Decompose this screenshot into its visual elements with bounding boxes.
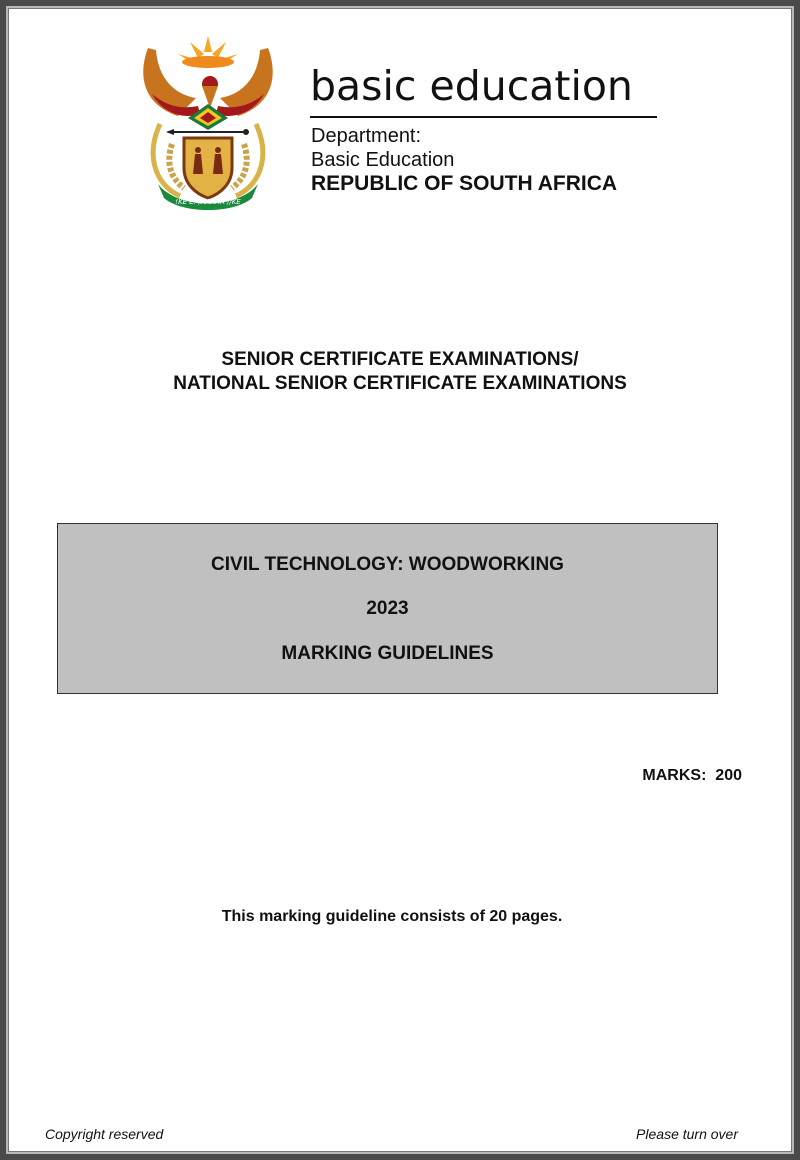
department-label: Department: (311, 125, 422, 147)
exam-title-line2: NATIONAL SENIOR CERTIFICATE EXAMINATIONS (173, 373, 627, 394)
subject-box (57, 523, 718, 694)
department-name: Basic Education (311, 149, 455, 171)
footer-turn-over: Please turn over (636, 1126, 738, 1142)
country-name: REPUBLIC OF SOUTH AFRICA (311, 172, 618, 195)
crest-motto: !KE E: /XARRA //KE (175, 198, 241, 206)
brand-block (310, 62, 633, 110)
total-marks: MARKS: 200 (642, 767, 742, 784)
coat-of-arms-icon (138, 34, 278, 210)
exam-year: 2023 (366, 598, 409, 619)
brand-divider (310, 116, 657, 118)
document-type: MARKING GUIDELINES (281, 643, 494, 664)
exam-title-line1: SENIOR CERTIFICATE EXAMINATIONS/ (221, 349, 579, 370)
brand-title: basic education (310, 62, 633, 110)
department-block (311, 124, 617, 196)
exam-title (0, 348, 800, 396)
subject-title: CIVIL TECHNOLOGY: WOODWORKING (211, 554, 564, 575)
footer-copyright: Copyright reserved (45, 1126, 164, 1142)
page-count-note: This marking guideline consists of 20 pages. (221, 908, 563, 925)
